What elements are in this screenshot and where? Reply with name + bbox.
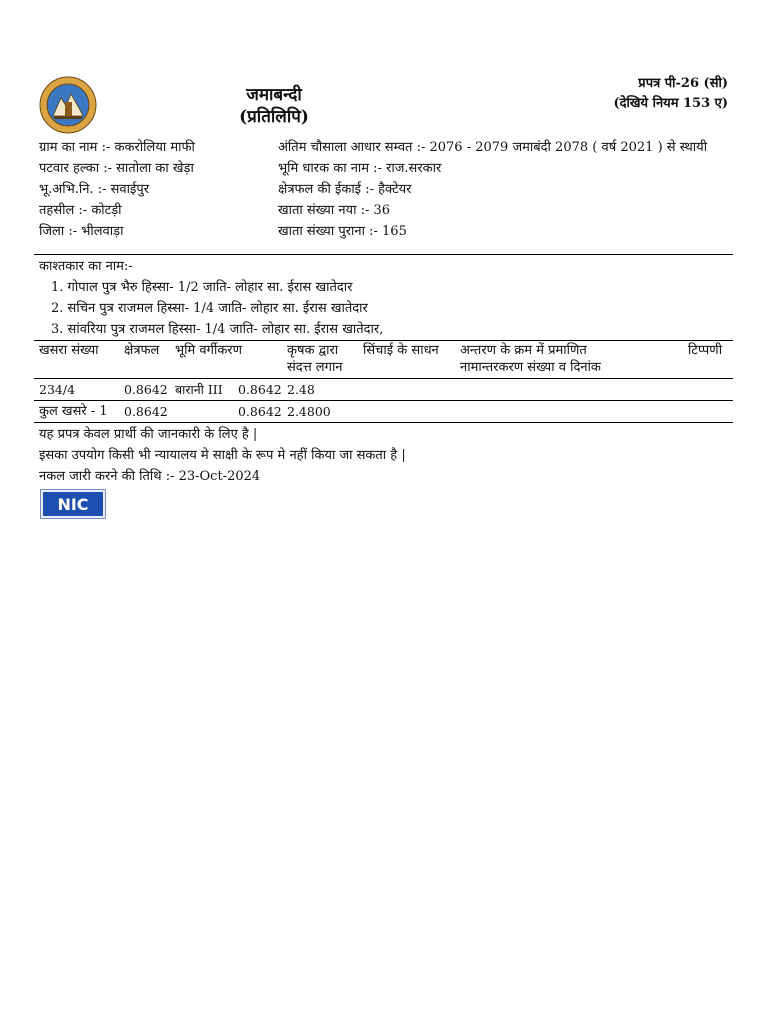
patwar-halka: पटवार हल्का :- सातोला का खेड़ा <box>39 161 194 176</box>
cultivator-item: 1. गोपाल पुत्र भैरु हिस्सा- 1/2 जाति- लोहार सा. ईरास खातेदार <box>51 280 353 295</box>
form-reference <box>613 74 728 114</box>
rule-reference: (देखिये नियम 153 ए) <box>613 96 728 111</box>
table-top-border <box>34 340 733 341</box>
document-title-block <box>224 84 324 128</box>
rajasthan-seal-icon <box>39 76 97 134</box>
land-holder-name: भूमि धारक का नाम :- राज.सरकार <box>278 161 442 176</box>
cell-class-area: 0.8642 <box>238 382 282 397</box>
total-rent: 2.4800 <box>287 404 331 419</box>
account-number-old: खाता संख्या पुराना :- 165 <box>278 224 407 239</box>
footer-notes <box>39 424 406 487</box>
header-classification: भूमि वर्गीकरण <box>175 343 243 358</box>
cell-area: 0.8642 <box>124 382 168 397</box>
district: जिला :- भीलवाड़ा <box>39 224 124 239</box>
cell-rent: 2.48 <box>287 382 315 397</box>
header-rent-line2: संदत्त लगान <box>287 360 343 375</box>
settlement-period: अंतिम चौसाला आधार सम्वत :- 2076 - 2079 जमाबंदी 2078 ( वर्ष 2021 ) से स्थायी <box>278 140 708 155</box>
info-note: यह प्रपत्र केवल प्रार्थी की जानकारी के लिए है | <box>39 427 258 442</box>
header-khasra: खसरा संख्या <box>39 343 99 358</box>
cultivator-item: 2. सचिन पुत्र राजमल हिस्सा- 1/4 जाति- लोहार सा. ईरास खातेदार <box>51 301 368 316</box>
svg-text:NIC: NIC <box>57 495 89 514</box>
total-class-area: 0.8642 <box>238 404 282 419</box>
cultivator-item: 3. सांवरिया पुत्र राजमल हिस्सा- 1/4 जाति- लोहार सा. ईरास खातेदार, <box>51 322 384 337</box>
total-label: कुल खसरे - 1 <box>39 404 108 419</box>
divider <box>34 254 733 255</box>
total-area: 0.8642 <box>124 404 168 419</box>
nic-logo <box>40 489 106 519</box>
header-area: क्षेत्रफल <box>124 343 160 358</box>
village-name: ग्राम का नाम :- ककरोलिया माफी <box>39 140 195 155</box>
header-irrigation: सिंचाई के साधन <box>363 343 439 358</box>
cell-khasra: 234/4 <box>39 382 76 397</box>
header-mutation-line2: नामान्तरकरण संख्या व दिनांक <box>460 360 601 375</box>
left-info-block <box>39 137 195 242</box>
header-mutation-line1: अन्तरण के क्रम में प्रमाणित <box>460 343 587 358</box>
cultivators-heading: काश्तकार का नाम:- <box>39 259 133 274</box>
cell-class-name: बारानी III <box>175 382 223 397</box>
cultivators-block <box>39 256 383 340</box>
table-row-border <box>34 400 733 401</box>
table-header-border <box>34 378 733 379</box>
issue-date: नकल जारी करने की तिथि :- 23-Oct-2024 <box>39 469 261 484</box>
tehsil: तहसील :- कोटड़ी <box>39 203 122 218</box>
land-record-inspector: भू.अभि.नि. :- सवाईपुर <box>39 182 150 197</box>
document-subtitle: (प्रतिलिपि) <box>239 107 309 127</box>
legal-note: इसका उपयोग किसी भी न्यायालय मे साक्षी के रूप मे नहीं किया जा सकता है | <box>39 448 406 463</box>
header-remarks: टिप्पणी <box>688 343 723 358</box>
document-title: जमाबन्दी <box>246 85 302 105</box>
area-unit: क्षेत्रफल की ईकाई :- हैक्टेयर <box>278 182 412 197</box>
header-rent-line1: कृषक द्वारा <box>287 343 339 358</box>
account-number-new: खाता संख्या नया :- 36 <box>278 203 391 218</box>
right-info-block <box>278 137 707 242</box>
form-number: प्रपत्र पी-26 (सी) <box>638 76 728 91</box>
table-bottom-border <box>34 422 733 423</box>
